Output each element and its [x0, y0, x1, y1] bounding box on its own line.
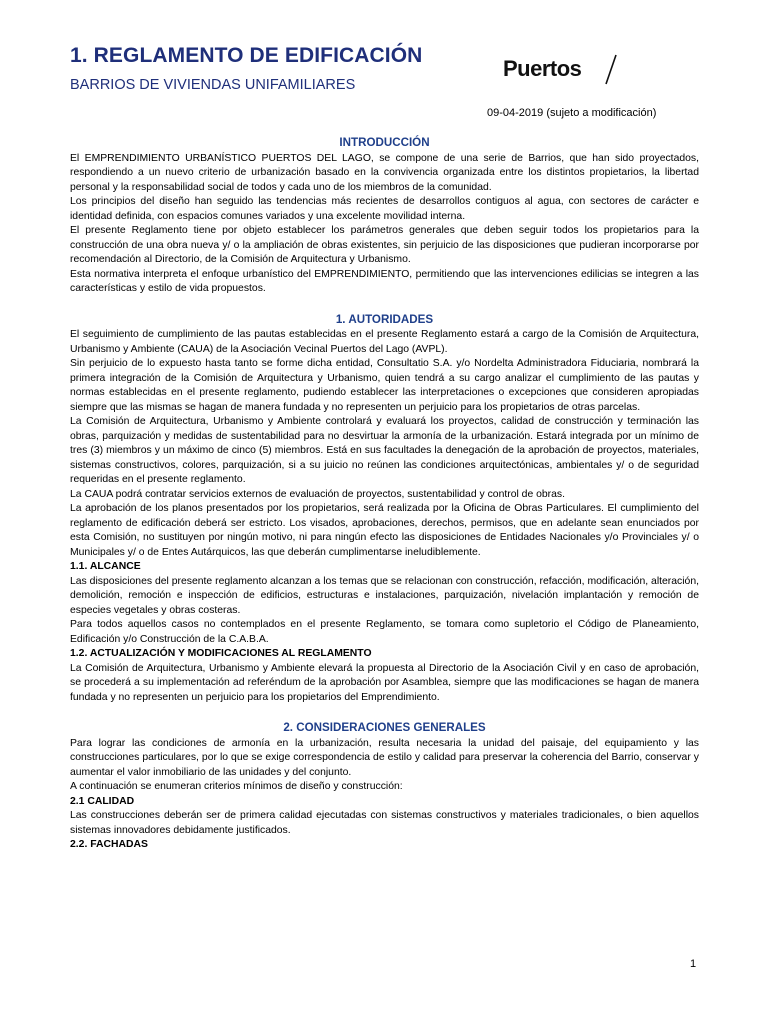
- subheading-alcance: 1.1. ALCANCE: [70, 561, 141, 572]
- subheading-actualizacion: 1.2. ACTUALIZACIÓN Y MODIFICACIONES AL REGLAMENTO: [70, 648, 372, 659]
- paragraph: Esta normativa interpreta el enfoque urbanístico del EMPRENDIMIENTO, permitiendo que las intervenciones edilicias se integren a las características y estilo de vida propuestos.: [70, 268, 699, 294]
- paragraph: Las construcciones deberán ser de primera calidad ejecutadas con sistemas constructivos y materiales tradicionales, o bien aquellos sistemas innovadores debidamente justificados.: [70, 810, 699, 836]
- paragraph: La aprobación de los planos presentados por los propietarios, será realizada por la Oficina de Obras Particulares. El cumplimiento del reglamento de edificación deberá ser estricto. Los visados, aprobaciones, derechos, permisos, que en adelante sean enunciados por esta Comisión, no sustituyen por ningún motivo, ni para ningún efecto las disposiciones de Entidades Nacionales y/o Provinciales y/ o Municipales y/ o de Entes Autárquicos, las que deberán cumplimentarse ineludiblemente.: [70, 503, 699, 558]
- puertos-logo: [503, 52, 633, 92]
- paragraph: Los principios del diseño han seguido las tendencias más recientes de desarrollos contiguos al agua, con sectores de carácter e identidad definida, con espacios comunes variados y una excelente movilidad interna.: [70, 196, 699, 222]
- document-subtitle: BARRIOS DE VIVIENDAS UNIFAMILIARES: [70, 77, 356, 93]
- slash-icon: [603, 52, 619, 88]
- paragraph: Para todos aquellos casos no contemplados en el presente Reglamento, se tomara como supletorio el Código de Planeamiento, Edificación y/o Construcción de la C.A.B.A.: [70, 619, 699, 645]
- section-heading-consideraciones: 2. CONSIDERACIONES GENERALES: [283, 721, 486, 734]
- document-body: [70, 136, 699, 853]
- paragraph: A continuación se enumeran criterios mínimos de diseño y construcción:: [70, 781, 403, 792]
- paragraph: La Comisión de Arquitectura, Urbanismo y Ambiente controlará y evaluará los proyectos, calidad de construcción y terminación las obras, parquización y medidas de sustentabilidad para no desvirtuar la armonía de la urbanización. Estará integrada por un mínimo de tres (3) miembros y un máximo de cinco (5) miembros. Está en sus facultades la denegación de la aprobación de proyectos, materiales, sistemas constructivos, colores, parquización, si a su juicio no reúnen las condiciones arquitectónicas, ambientales y/ o de seguridad requeridas en el presente reglamento.: [70, 416, 699, 485]
- logo-wordmark: Puertos: [503, 56, 582, 81]
- subheading-calidad: 2.1 CALIDAD: [70, 795, 135, 807]
- paragraph: El seguimiento de cumplimiento de las pautas establecidas en el presente Reglamento estará a cargo de la Comisión de Arquitectura, Urbanismo y Ambiente (CAUA) de la Asociación Vecinal Puertos del Lago (AVPL).: [70, 329, 699, 355]
- paragraph: Sin perjuicio de lo expuesto hasta tanto se forme dicha entidad, Consultatio S.A. y/o Nordelta Administradora Fiduciaria, nombrará la primera integración de la Comisión de Arquitectura y Urbanismo, quien tendrá a su cargo analizar el cumplimiento de las pautas y normas establecidas en el presente reglamento, pudiendo establecer las interpretaciones o excepciones que consideren apropiadas siempre que las mismas se hagan de manera fundada y no representen un perjuicio para los propietarios de otras parcelas.: [70, 358, 699, 413]
- subheading-fachadas: 2.2. FACHADAS: [70, 839, 148, 850]
- section-heading-autoridades: 1. AUTORIDADES: [335, 312, 434, 326]
- paragraph: Las disposiciones del presente reglamento alcanzan a los temas que se relacionan con construcción, refacción, modificación, alteración, demolición, remoción e inspección de edificios, estructuras e instalaciones, parquización, nivelación implantación y remoción de especies vegetales y obras costeras.: [70, 575, 699, 616]
- paragraph: Para lograr las condiciones de armonía en la urbanización, resulta necesaria la unidad del paisaje, del equipamiento y las construcciones particulares, por lo que se exige correspondencia de estilo y calidad para preservar la coherencia del Barrio, conservar y aumentar el valor inmobiliario de las unidades y del conjunto.: [70, 737, 699, 778]
- paragraph: El EMPRENDIMIENTO URBANÍSTICO PUERTOS DEL LAGO, se compone de una serie de Barrios, que han sido proyectados, respondiendo a un nuevo criterio de urbanización basado en la convivencia organizada entre los distintos propietarios, la libertad personal y la responsabilidad social de todos y cada uno de los miembros de la comunidad.: [70, 152, 699, 193]
- section-heading-introduccion: INTRODUCCIÓN: [339, 136, 430, 149]
- paragraph: La CAUA podrá contratar servicios externos de evaluación de proyectos, sustentabilidad y control de obras.: [70, 488, 565, 500]
- paragraph: El presente Reglamento tiene por objeto establecer los parámetros generales que deben seguir todos los propietarios para la construcción de una obra nueva y/ o la ampliación de obras existentes, sin perjuicio de las disposiciones que pudieran incorporarse por recomendación al Directorio, de la Comisión de Arquitectura y Urbanismo.: [70, 225, 699, 265]
- revision-date: 09-04-2019 (sujeto a modificación): [487, 107, 657, 119]
- page-number: 1: [690, 958, 697, 970]
- document-title: 1. REGLAMENTO DE EDIFICACIÓN: [70, 44, 423, 67]
- paragraph: La Comisión de Arquitectura, Urbanismo y Ambiente elevará la propuesta al Directorio de la Asociación Civil y en caso de aprobación, se procederá a su implementación ad referéndum de la aprobación por Asamblea, siempre que las modificaciones se hagan de manera fundada y no representen un perjuicio para los propietarios del Emprendimiento.: [70, 662, 699, 703]
